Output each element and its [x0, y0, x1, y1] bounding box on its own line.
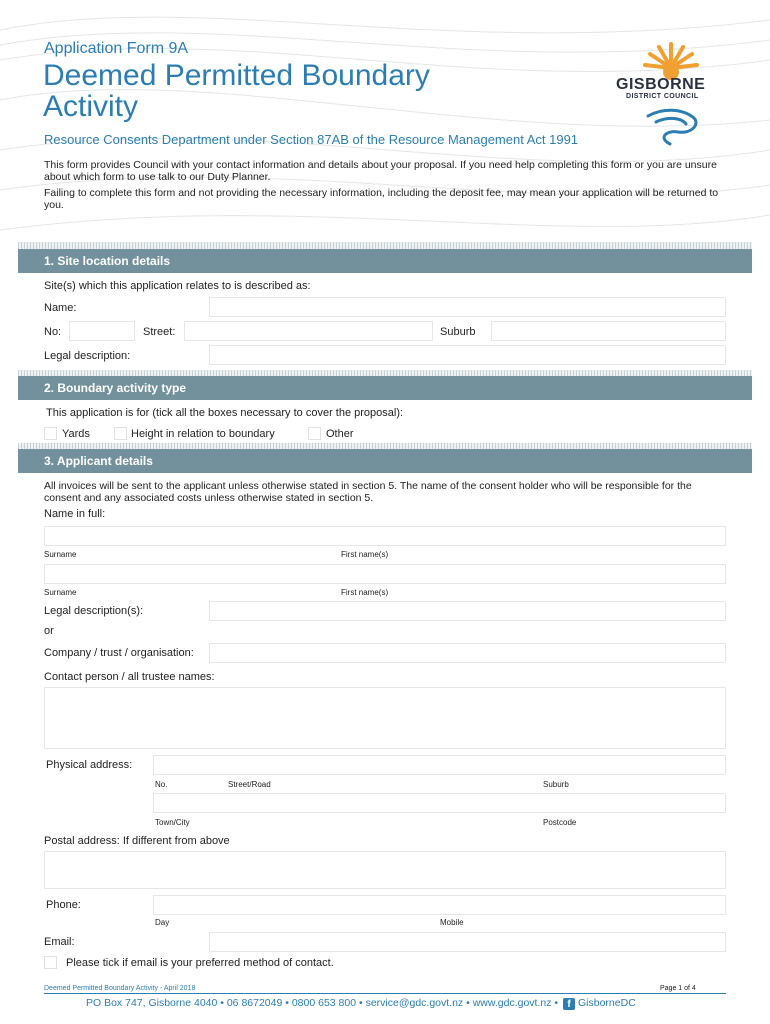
first-names-label: First name(s): [341, 588, 389, 597]
legal-descriptions-input[interactable]: [209, 601, 726, 621]
other-label: Other: [326, 428, 354, 440]
yards-label: Yards: [62, 428, 90, 440]
first-names-label: First name(s): [341, 550, 389, 559]
name-in-full-label: Name in full:: [44, 508, 106, 520]
email-preference-label: Please tick if email is your preferred method of contact.: [66, 957, 334, 969]
wave-icon: [648, 110, 696, 144]
or-label: or: [44, 625, 54, 637]
phone-mobile-label: Mobile: [440, 918, 464, 927]
applicant-name-input-1[interactable]: [44, 526, 726, 546]
section-2-title: 2. Boundary activity type: [44, 381, 187, 395]
intro-paragraph-2: Failing to complete this form and not providing the necessary information, including the deposit fee, may mean your application will be returned to you.: [44, 187, 719, 211]
applicant-name-input-2[interactable]: [44, 564, 726, 584]
footer-social-handle[interactable]: GisborneDC: [578, 997, 636, 1009]
email-preference-checkbox[interactable]: [44, 956, 57, 969]
address-postcode-label: Postcode: [543, 818, 577, 827]
phone-label: Phone:: [46, 899, 81, 911]
height-label: Height in relation to boundary: [131, 428, 275, 440]
section-3-header: [18, 449, 752, 473]
footer-contact-details: PO Box 747, Gisborne 4040 • 06 8672049 • 0800 653 800 • service@gdc.govt.nz • www.gdc.govt.nz •: [86, 997, 559, 1009]
section-1-header: [18, 249, 752, 273]
page-title: Deemed Permitted Boundary Activity: [43, 59, 430, 123]
form-number: Application Form 9A: [44, 40, 189, 57]
logo-name: GISBORNE: [616, 76, 706, 93]
physical-address-line1-input[interactable]: [153, 755, 726, 775]
site-street-label: Street:: [143, 326, 176, 338]
site-description-label: Site(s) which this application relates to is described as:: [44, 280, 311, 292]
activity-type-label: This application is for (tick all the boxes necessary to cover the proposal):: [46, 407, 404, 419]
site-street-input[interactable]: [184, 321, 433, 341]
site-legal-label: Legal description:: [44, 350, 131, 362]
height-checkbox[interactable]: [114, 427, 127, 440]
site-name-label: Name:: [44, 302, 77, 314]
address-no-label: No.: [155, 780, 168, 789]
address-town-label: Town/City: [155, 818, 190, 827]
email-input[interactable]: [209, 932, 726, 952]
section-1-title: 1. Site location details: [44, 254, 171, 268]
postal-address-input[interactable]: [44, 851, 726, 889]
phone-day-label: Day: [155, 918, 170, 927]
site-legal-input[interactable]: [209, 345, 726, 365]
other-checkbox[interactable]: [308, 427, 321, 440]
physical-address-label: Physical address:: [46, 759, 133, 771]
footer-document-name: Deemed Permitted Boundary Activity - April 2018: [44, 985, 196, 992]
address-suburb-label: Suburb: [543, 780, 569, 789]
postal-address-label: Postal address: If different from above: [44, 835, 230, 847]
site-no-input[interactable]: [69, 321, 135, 341]
footer-divider: [44, 993, 726, 994]
contact-person-label: Contact person / all trustee names:: [44, 671, 215, 683]
logo-subtitle: DISTRICT COUNCIL: [626, 93, 699, 100]
email-label: Email:: [44, 936, 75, 948]
section-3-title: 3. Applicant details: [44, 454, 153, 468]
site-name-input[interactable]: [209, 297, 726, 317]
company-input[interactable]: [209, 643, 726, 663]
intro-paragraph-1: This form provides Council with your contact information and details about your proposal. If you need help completing this form or you are unsure about which form to use talk to our Duty Planner.: [44, 159, 717, 183]
surname-label: Surname: [44, 550, 77, 559]
facebook-icon[interactable]: f: [563, 998, 575, 1010]
site-suburb-label: Suburb: [440, 326, 476, 338]
address-street-label: Street/Road: [228, 780, 271, 789]
section-2-header: [18, 376, 752, 400]
page-subtitle: Resource Consents Department under Section 87AB of the Resource Management Act 1991: [44, 132, 579, 147]
company-label: Company / trust / organisation:: [44, 647, 194, 659]
site-no-label: No:: [44, 326, 62, 338]
footer-contact: [86, 997, 636, 1010]
legal-descriptions-label: Legal description(s):: [44, 605, 144, 617]
applicant-description: All invoices will be sent to the applicant unless otherwise stated in section 5. The name of the consent holder who will be responsible for the consent and any associated costs unless otherwise stated in section 5.: [44, 480, 692, 504]
surname-label: Surname: [44, 588, 77, 597]
phone-input[interactable]: [153, 895, 726, 915]
footer-page-number: Page 1 of 4: [660, 985, 696, 992]
site-suburb-input[interactable]: [491, 321, 726, 341]
physical-address-line2-input[interactable]: [153, 793, 726, 813]
yards-checkbox[interactable]: [44, 427, 57, 440]
contact-person-input[interactable]: [44, 687, 726, 749]
